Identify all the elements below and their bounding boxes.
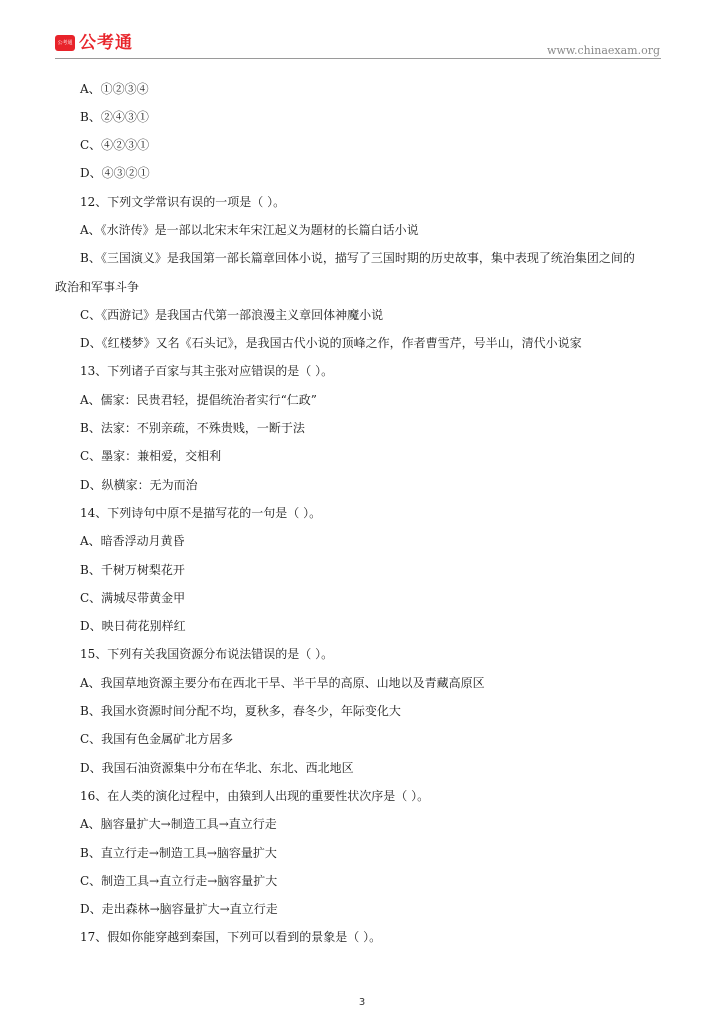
answer-option: A、儒家：民贵君轻，提倡统治者实行“仁政” <box>80 393 317 407</box>
answer-option: B、法家：不别亲疏，不殊贵贱，一断于法 <box>80 421 305 435</box>
answer-option: D、《红楼梦》又名《石头记》，是我国古代小说的顶峰之作，作者曹雪芹，号半山，清代小说家 <box>80 336 582 350</box>
answer-option: C、④②③① <box>80 138 150 152</box>
answer-option: C、我国有色金属矿北方居多 <box>80 732 234 746</box>
answer-option: D、纵横家：无为而治 <box>80 478 198 492</box>
site-url: www.chinaexam.org <box>547 44 660 57</box>
answer-option: C、《西游记》是我国古代第一部浪漫主义章回体神魔小说 <box>80 308 384 322</box>
answer-option: B、千树万树梨花开 <box>80 563 185 577</box>
question-stem: 12、下列文学常识有误的一项是（ ）。 <box>80 195 286 209</box>
answer-option: D、我国石油资源集中分布在华北、东北、西北地区 <box>80 761 354 775</box>
question-stem: 13、下列诸子百家与其主张对应错误的是（ ）。 <box>80 364 334 378</box>
answer-option: A、脑容量扩大→制造工具→直立行走 <box>80 817 277 831</box>
answer-option: B、直立行走→制造工具→脑容量扩大 <box>80 846 277 860</box>
question-stem: 17、假如你能穿越到秦国，下列可以看到的景象是（ ）。 <box>80 930 382 944</box>
page-header <box>0 0 724 60</box>
page-number: 3 <box>358 997 366 1008</box>
answer-option: A、我国草地资源主要分布在西北干旱、半干旱的高原、山地以及青藏高原区 <box>80 676 485 690</box>
answer-option: D、走出森林→脑容量扩大→直立行走 <box>80 902 278 916</box>
answer-option: C、满城尽带黄金甲 <box>80 591 186 605</box>
answer-option: B、②④③① <box>80 110 149 124</box>
answer-option: C、制造工具→直立行走→脑容量扩大 <box>80 874 278 888</box>
answer-option: C、墨家：兼相爱，交相利 <box>80 449 222 463</box>
question-stem: 15、下列有关我国资源分布说法错误的是（ ）。 <box>80 647 334 661</box>
answer-option: A、暗香浮动月黄昏 <box>80 534 185 548</box>
logo-text: 公考通 <box>79 33 133 53</box>
answer-option: D、④③②① <box>80 166 150 180</box>
answer-option: D、映日荷花别样红 <box>80 619 186 633</box>
continuation-line: 政治和军事斗争 <box>55 280 140 294</box>
header-divider <box>55 58 661 59</box>
question-stem: 14、下列诗句中原不是描写花的一句是（ ）。 <box>80 506 322 520</box>
answer-option: B、《三国演义》是我国第一部长篇章回体小说，描写了三国时期的历史故事，集中表现了统治集团之间的 <box>80 251 635 265</box>
logo-badge: 公考通 <box>55 35 75 51</box>
question-stem: 16、在人类的演化过程中，由猿到人出现的重要性状次序是（ ）。 <box>80 789 430 803</box>
answer-option: A、《水浒传》是一部以北宋末年宋江起义为题材的长篇白话小说 <box>80 223 419 237</box>
answer-option: B、我国水资源时间分配不均，夏秋多，春冬少，年际变化大 <box>80 704 401 718</box>
answer-option: A、①②③④ <box>80 82 149 96</box>
